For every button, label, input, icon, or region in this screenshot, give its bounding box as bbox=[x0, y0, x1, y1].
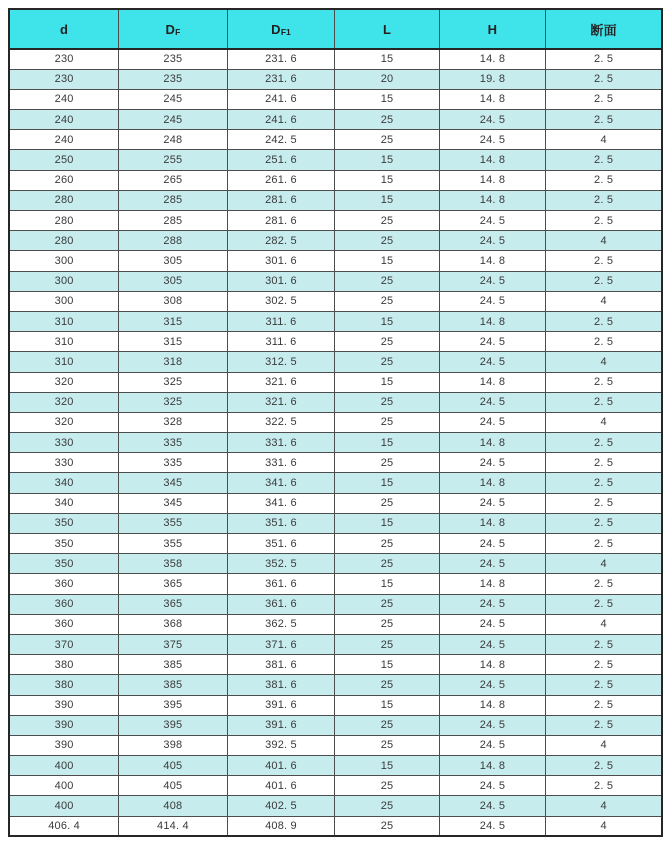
cell: 248 bbox=[119, 130, 227, 150]
table-row bbox=[9, 655, 662, 675]
cell: 2. 5 bbox=[546, 89, 662, 109]
table-row bbox=[9, 513, 662, 533]
cell: 15 bbox=[335, 311, 439, 331]
header-sub: F bbox=[175, 26, 181, 37]
cell: 24. 5 bbox=[439, 776, 545, 796]
cell: 4 bbox=[546, 412, 662, 432]
header-label: d bbox=[59, 21, 69, 37]
cell: 14. 8 bbox=[439, 513, 545, 533]
cell: 2. 5 bbox=[546, 271, 662, 291]
cell: 308 bbox=[119, 291, 227, 311]
cell: 360 bbox=[9, 574, 119, 594]
cell: 24. 5 bbox=[439, 271, 545, 291]
cell: 14. 8 bbox=[439, 190, 545, 210]
cell: 2. 5 bbox=[546, 695, 662, 715]
cell: 375 bbox=[119, 634, 227, 654]
cell: 19. 8 bbox=[439, 69, 545, 89]
cell: 362. 5 bbox=[227, 614, 335, 634]
cell: 2. 5 bbox=[546, 332, 662, 352]
cell: 4 bbox=[546, 614, 662, 634]
cell: 310 bbox=[9, 332, 119, 352]
table-row bbox=[9, 412, 662, 432]
cell: 400 bbox=[9, 796, 119, 816]
cell: 360 bbox=[9, 614, 119, 634]
cell: 25 bbox=[335, 534, 439, 554]
cell: 320 bbox=[9, 412, 119, 432]
cell: 25 bbox=[335, 735, 439, 755]
header-cell-h bbox=[439, 9, 545, 49]
cell: 391. 6 bbox=[227, 715, 335, 735]
cell: 24. 5 bbox=[439, 332, 545, 352]
cell: 25 bbox=[335, 776, 439, 796]
cell: 240 bbox=[9, 130, 119, 150]
table-row bbox=[9, 291, 662, 311]
cell: 4 bbox=[546, 291, 662, 311]
cell: 24. 5 bbox=[439, 534, 545, 554]
cell: 300 bbox=[9, 271, 119, 291]
cell: 2. 5 bbox=[546, 473, 662, 493]
cell: 240 bbox=[9, 89, 119, 109]
cell: 381. 6 bbox=[227, 655, 335, 675]
cell: 24. 5 bbox=[439, 614, 545, 634]
table-row bbox=[9, 130, 662, 150]
header-label: L bbox=[382, 21, 392, 37]
cell: 24. 5 bbox=[439, 796, 545, 816]
cell: 15 bbox=[335, 513, 439, 533]
table-row bbox=[9, 190, 662, 210]
table-row bbox=[9, 352, 662, 372]
cell: 358 bbox=[119, 554, 227, 574]
cell: 14. 8 bbox=[439, 150, 545, 170]
cell: 2. 5 bbox=[546, 170, 662, 190]
header-cell-df bbox=[119, 9, 227, 49]
cell: 24. 5 bbox=[439, 130, 545, 150]
table-row bbox=[9, 574, 662, 594]
cell: 300 bbox=[9, 251, 119, 271]
cell: 2. 5 bbox=[546, 392, 662, 412]
cell: 365 bbox=[119, 574, 227, 594]
cell: 2. 5 bbox=[546, 433, 662, 453]
cell: 15 bbox=[335, 655, 439, 675]
cell: 371. 6 bbox=[227, 634, 335, 654]
cell: 395 bbox=[119, 715, 227, 735]
cell: 301. 6 bbox=[227, 271, 335, 291]
cell: 24. 5 bbox=[439, 634, 545, 654]
table-row bbox=[9, 170, 662, 190]
table-row bbox=[9, 675, 662, 695]
cell: 341. 6 bbox=[227, 493, 335, 513]
spec-table bbox=[8, 8, 663, 837]
cell: 340 bbox=[9, 493, 119, 513]
cell: 400 bbox=[9, 776, 119, 796]
cell: 14. 8 bbox=[439, 756, 545, 776]
header-label: D bbox=[165, 21, 176, 37]
cell: 24. 5 bbox=[439, 352, 545, 372]
cell: 2. 5 bbox=[546, 776, 662, 796]
cell: 405 bbox=[119, 776, 227, 796]
cell: 230 bbox=[9, 49, 119, 69]
cell: 398 bbox=[119, 735, 227, 755]
header-cell-d bbox=[9, 9, 119, 49]
cell: 24. 5 bbox=[439, 392, 545, 412]
cell: 15 bbox=[335, 251, 439, 271]
cell: 15 bbox=[335, 695, 439, 715]
table-row bbox=[9, 453, 662, 473]
cell: 14. 8 bbox=[439, 170, 545, 190]
cell: 24. 5 bbox=[439, 211, 545, 231]
cell: 25 bbox=[335, 715, 439, 735]
cell: 15 bbox=[335, 372, 439, 392]
cell: 235 bbox=[119, 49, 227, 69]
header-label: 断面 bbox=[590, 22, 617, 38]
cell: 335 bbox=[119, 453, 227, 473]
cell: 14. 8 bbox=[439, 433, 545, 453]
cell: 361. 6 bbox=[227, 574, 335, 594]
cell: 2. 5 bbox=[546, 715, 662, 735]
table-row bbox=[9, 110, 662, 130]
cell: 4 bbox=[546, 554, 662, 574]
cell: 2. 5 bbox=[546, 756, 662, 776]
cell: 2. 5 bbox=[546, 49, 662, 69]
cell: 400 bbox=[9, 756, 119, 776]
cell: 4 bbox=[546, 231, 662, 251]
cell: 320 bbox=[9, 372, 119, 392]
cell: 300 bbox=[9, 291, 119, 311]
cell: 24. 5 bbox=[439, 816, 545, 836]
cell: 310 bbox=[9, 352, 119, 372]
table-row bbox=[9, 634, 662, 654]
cell: 14. 8 bbox=[439, 49, 545, 69]
cell: 2. 5 bbox=[546, 211, 662, 231]
cell: 14. 8 bbox=[439, 574, 545, 594]
cell: 15 bbox=[335, 473, 439, 493]
cell: 14. 8 bbox=[439, 695, 545, 715]
cell: 25 bbox=[335, 634, 439, 654]
cell: 25 bbox=[335, 231, 439, 251]
cell: 15 bbox=[335, 756, 439, 776]
cell: 310 bbox=[9, 311, 119, 331]
table-row bbox=[9, 433, 662, 453]
cell: 24. 5 bbox=[439, 291, 545, 311]
cell: 305 bbox=[119, 251, 227, 271]
cell: 380 bbox=[9, 655, 119, 675]
cell: 318 bbox=[119, 352, 227, 372]
cell: 301. 6 bbox=[227, 251, 335, 271]
table-row bbox=[9, 89, 662, 109]
cell: 350 bbox=[9, 513, 119, 533]
table-row bbox=[9, 372, 662, 392]
cell: 351. 6 bbox=[227, 513, 335, 533]
cell: 281. 6 bbox=[227, 190, 335, 210]
cell: 2. 5 bbox=[546, 513, 662, 533]
table-row bbox=[9, 332, 662, 352]
cell: 25 bbox=[335, 453, 439, 473]
cell: 305 bbox=[119, 271, 227, 291]
header-label: H bbox=[487, 21, 498, 37]
cell: 331. 6 bbox=[227, 433, 335, 453]
cell: 315 bbox=[119, 311, 227, 331]
cell: 330 bbox=[9, 433, 119, 453]
cell: 15 bbox=[335, 433, 439, 453]
table-row bbox=[9, 392, 662, 412]
cell: 385 bbox=[119, 655, 227, 675]
cell: 15 bbox=[335, 89, 439, 109]
cell: 25 bbox=[335, 332, 439, 352]
cell: 2. 5 bbox=[546, 534, 662, 554]
table-row bbox=[9, 594, 662, 614]
cell: 4 bbox=[546, 816, 662, 836]
cell: 351. 6 bbox=[227, 534, 335, 554]
cell: 311. 6 bbox=[227, 332, 335, 352]
cell: 250 bbox=[9, 150, 119, 170]
cell: 241. 6 bbox=[227, 89, 335, 109]
cell: 280 bbox=[9, 190, 119, 210]
table-row bbox=[9, 473, 662, 493]
cell: 2. 5 bbox=[546, 69, 662, 89]
cell: 368 bbox=[119, 614, 227, 634]
cell: 350 bbox=[9, 554, 119, 574]
cell: 390 bbox=[9, 715, 119, 735]
table-row bbox=[9, 251, 662, 271]
cell: 15 bbox=[335, 574, 439, 594]
cell: 2. 5 bbox=[546, 311, 662, 331]
table-row bbox=[9, 211, 662, 231]
cell: 330 bbox=[9, 453, 119, 473]
cell: 4 bbox=[546, 130, 662, 150]
cell: 401. 6 bbox=[227, 756, 335, 776]
cell: 25 bbox=[335, 614, 439, 634]
cell: 25 bbox=[335, 493, 439, 513]
table-body bbox=[9, 49, 662, 836]
cell: 402. 5 bbox=[227, 796, 335, 816]
cell: 25 bbox=[335, 110, 439, 130]
table-row bbox=[9, 796, 662, 816]
cell: 406. 4 bbox=[9, 816, 119, 836]
cell: 282. 5 bbox=[227, 231, 335, 251]
cell: 285 bbox=[119, 190, 227, 210]
cell: 311. 6 bbox=[227, 311, 335, 331]
cell: 230 bbox=[9, 69, 119, 89]
header-row bbox=[9, 9, 662, 49]
cell: 25 bbox=[335, 594, 439, 614]
cell: 25 bbox=[335, 392, 439, 412]
cell: 24. 5 bbox=[439, 554, 545, 574]
cell: 15 bbox=[335, 150, 439, 170]
cell: 408. 9 bbox=[227, 816, 335, 836]
cell: 328 bbox=[119, 412, 227, 432]
cell: 414. 4 bbox=[119, 816, 227, 836]
cell: 352. 5 bbox=[227, 554, 335, 574]
cell: 288 bbox=[119, 231, 227, 251]
header-sub: F1 bbox=[280, 26, 291, 37]
cell: 24. 5 bbox=[439, 675, 545, 695]
table-row bbox=[9, 493, 662, 513]
cell: 345 bbox=[119, 493, 227, 513]
header-cell-l bbox=[335, 9, 439, 49]
cell: 261. 6 bbox=[227, 170, 335, 190]
cell: 331. 6 bbox=[227, 453, 335, 473]
header-cell-section bbox=[546, 9, 662, 49]
header-cell-df1 bbox=[227, 9, 335, 49]
cell: 4 bbox=[546, 796, 662, 816]
table-row bbox=[9, 695, 662, 715]
cell: 361. 6 bbox=[227, 594, 335, 614]
cell: 280 bbox=[9, 231, 119, 251]
cell: 245 bbox=[119, 89, 227, 109]
cell: 24. 5 bbox=[439, 715, 545, 735]
table-row bbox=[9, 231, 662, 251]
cell: 2. 5 bbox=[546, 493, 662, 513]
table-row bbox=[9, 150, 662, 170]
cell: 335 bbox=[119, 433, 227, 453]
cell: 255 bbox=[119, 150, 227, 170]
cell: 395 bbox=[119, 695, 227, 715]
cell: 325 bbox=[119, 392, 227, 412]
cell: 2. 5 bbox=[546, 190, 662, 210]
cell: 320 bbox=[9, 392, 119, 412]
cell: 280 bbox=[9, 211, 119, 231]
table-row bbox=[9, 756, 662, 776]
cell: 2. 5 bbox=[546, 574, 662, 594]
cell: 405 bbox=[119, 756, 227, 776]
cell: 341. 6 bbox=[227, 473, 335, 493]
cell: 265 bbox=[119, 170, 227, 190]
cell: 321. 6 bbox=[227, 372, 335, 392]
table-row bbox=[9, 614, 662, 634]
cell: 24. 5 bbox=[439, 110, 545, 130]
cell: 260 bbox=[9, 170, 119, 190]
cell: 24. 5 bbox=[439, 735, 545, 755]
cell: 15 bbox=[335, 190, 439, 210]
cell: 25 bbox=[335, 291, 439, 311]
cell: 281. 6 bbox=[227, 211, 335, 231]
cell: 4 bbox=[546, 352, 662, 372]
cell: 2. 5 bbox=[546, 675, 662, 695]
cell: 4 bbox=[546, 735, 662, 755]
cell: 2. 5 bbox=[546, 150, 662, 170]
table-row bbox=[9, 554, 662, 574]
cell: 14. 8 bbox=[439, 89, 545, 109]
cell: 385 bbox=[119, 675, 227, 695]
cell: 25 bbox=[335, 675, 439, 695]
cell: 231. 6 bbox=[227, 49, 335, 69]
cell: 2. 5 bbox=[546, 372, 662, 392]
header-label: D bbox=[271, 21, 281, 37]
cell: 25 bbox=[335, 211, 439, 231]
cell: 14. 8 bbox=[439, 251, 545, 271]
cell: 380 bbox=[9, 675, 119, 695]
cell: 24. 5 bbox=[439, 453, 545, 473]
cell: 381. 6 bbox=[227, 675, 335, 695]
cell: 14. 8 bbox=[439, 311, 545, 331]
cell: 15 bbox=[335, 170, 439, 190]
cell: 2. 5 bbox=[546, 594, 662, 614]
cell: 2. 5 bbox=[546, 655, 662, 675]
table-row bbox=[9, 49, 662, 69]
cell: 25 bbox=[335, 412, 439, 432]
cell: 24. 5 bbox=[439, 412, 545, 432]
cell: 24. 5 bbox=[439, 231, 545, 251]
cell: 14. 8 bbox=[439, 372, 545, 392]
cell: 392. 5 bbox=[227, 735, 335, 755]
table-row bbox=[9, 311, 662, 331]
cell: 315 bbox=[119, 332, 227, 352]
cell: 401. 6 bbox=[227, 776, 335, 796]
cell: 312. 5 bbox=[227, 352, 335, 372]
cell: 2. 5 bbox=[546, 110, 662, 130]
cell: 231. 6 bbox=[227, 69, 335, 89]
cell: 325 bbox=[119, 372, 227, 392]
cell: 370 bbox=[9, 634, 119, 654]
cell: 360 bbox=[9, 594, 119, 614]
cell: 24. 5 bbox=[439, 594, 545, 614]
table-row bbox=[9, 816, 662, 836]
table-row bbox=[9, 534, 662, 554]
cell: 251. 6 bbox=[227, 150, 335, 170]
cell: 365 bbox=[119, 594, 227, 614]
cell: 245 bbox=[119, 110, 227, 130]
cell: 14. 8 bbox=[439, 655, 545, 675]
cell: 14. 8 bbox=[439, 473, 545, 493]
cell: 20 bbox=[335, 69, 439, 89]
cell: 242. 5 bbox=[227, 130, 335, 150]
cell: 240 bbox=[9, 110, 119, 130]
cell: 2. 5 bbox=[546, 634, 662, 654]
cell: 355 bbox=[119, 513, 227, 533]
cell: 390 bbox=[9, 735, 119, 755]
cell: 24. 5 bbox=[439, 493, 545, 513]
cell: 25 bbox=[335, 352, 439, 372]
cell: 350 bbox=[9, 534, 119, 554]
cell: 302. 5 bbox=[227, 291, 335, 311]
cell: 391. 6 bbox=[227, 695, 335, 715]
cell: 322. 5 bbox=[227, 412, 335, 432]
cell: 345 bbox=[119, 473, 227, 493]
cell: 25 bbox=[335, 816, 439, 836]
cell: 25 bbox=[335, 130, 439, 150]
cell: 340 bbox=[9, 473, 119, 493]
cell: 235 bbox=[119, 69, 227, 89]
table-row bbox=[9, 776, 662, 796]
cell: 390 bbox=[9, 695, 119, 715]
table-row bbox=[9, 271, 662, 291]
table-row bbox=[9, 715, 662, 735]
table-row bbox=[9, 735, 662, 755]
cell: 25 bbox=[335, 271, 439, 291]
cell: 2. 5 bbox=[546, 251, 662, 271]
cell: 25 bbox=[335, 796, 439, 816]
cell: 355 bbox=[119, 534, 227, 554]
cell: 408 bbox=[119, 796, 227, 816]
cell: 321. 6 bbox=[227, 392, 335, 412]
cell: 15 bbox=[335, 49, 439, 69]
cell: 241. 6 bbox=[227, 110, 335, 130]
cell: 2. 5 bbox=[546, 453, 662, 473]
table-row bbox=[9, 69, 662, 89]
cell: 285 bbox=[119, 211, 227, 231]
cell: 25 bbox=[335, 554, 439, 574]
